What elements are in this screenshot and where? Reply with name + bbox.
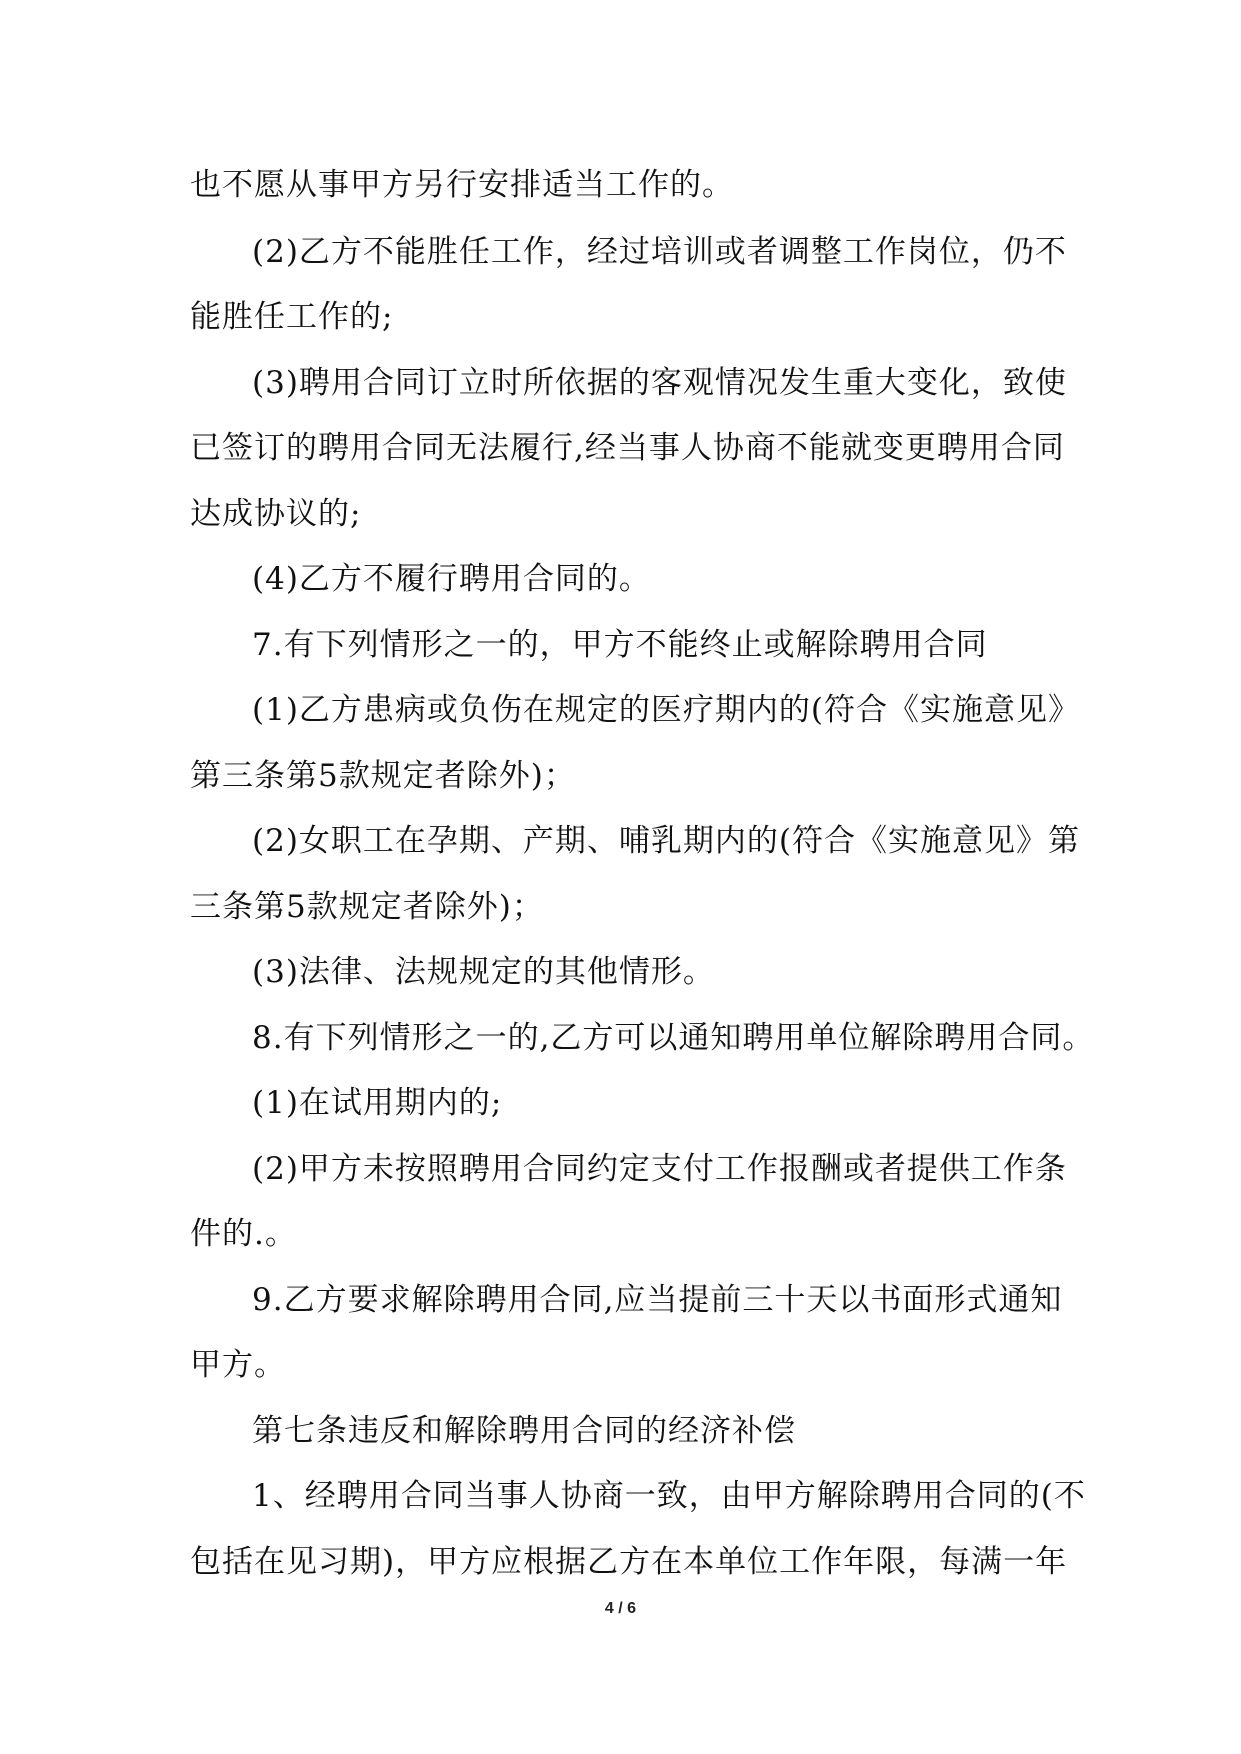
text-line: (2)乙方不能胜任工作，经过培训或者调整工作岗位，仍不 xyxy=(252,234,1067,270)
text-line: 9.乙方要求解除聘用合同,应当提前三十天以书面形式通知 xyxy=(252,1282,1063,1318)
text-line: 8.有下列情形之一的,乙方可以通知聘用单位解除聘用合同。 xyxy=(252,1020,1095,1056)
text-line: (1)在试用期内的; xyxy=(252,1085,503,1121)
page-number: 4 / 6 xyxy=(604,1600,637,1617)
text-line: 能胜任工作的; xyxy=(190,299,394,335)
text-line: (2)甲方未按照聘用合同约定支付工作报酬或者提供工作条 xyxy=(252,1151,1067,1187)
text-line: (1)乙方患病或负伤在规定的医疗期内的(符合《实施意见》 xyxy=(252,692,1081,728)
text-line: 包括在见习期)，甲方应根据乙方在本单位工作年限，每满一年 xyxy=(190,1544,1068,1580)
text-line: 7.有下列情形之一的，甲方不能终止或解除聘用合同 xyxy=(252,627,988,663)
text-line: (4)乙方不履行聘用合同的。 xyxy=(252,561,651,597)
text-line: 第七条违反和解除聘用合同的经济补偿 xyxy=(252,1413,796,1449)
text-line: (3)聘用合同订立时所依据的客观情况发生重大变化，致使 xyxy=(252,365,1067,401)
text-line: (2)女职工在孕期、产期、哺乳期内的(符合《实施意见》第 xyxy=(252,823,1081,859)
text-line: 达成协议的; xyxy=(190,496,362,532)
text-line: 甲方。 xyxy=(190,1347,286,1383)
text-line: 已签订的聘用合同无法履行,经当事人协商不能就变更聘用合同 xyxy=(190,430,1065,466)
text-line: (3)法律、法规规定的其他情形。 xyxy=(252,954,715,990)
text-line: 三条第5款规定者除外)； xyxy=(190,889,544,925)
text-line: 1、经聘用合同当事人协商一致，由甲方解除聘用合同的(不 xyxy=(252,1478,1086,1514)
text-line: 第三条第5款规定者除外)； xyxy=(190,758,576,794)
text-line: 也不愿从事甲方另行安排适当工作的。 xyxy=(190,167,734,203)
text-line: 件的.。 xyxy=(190,1216,297,1252)
